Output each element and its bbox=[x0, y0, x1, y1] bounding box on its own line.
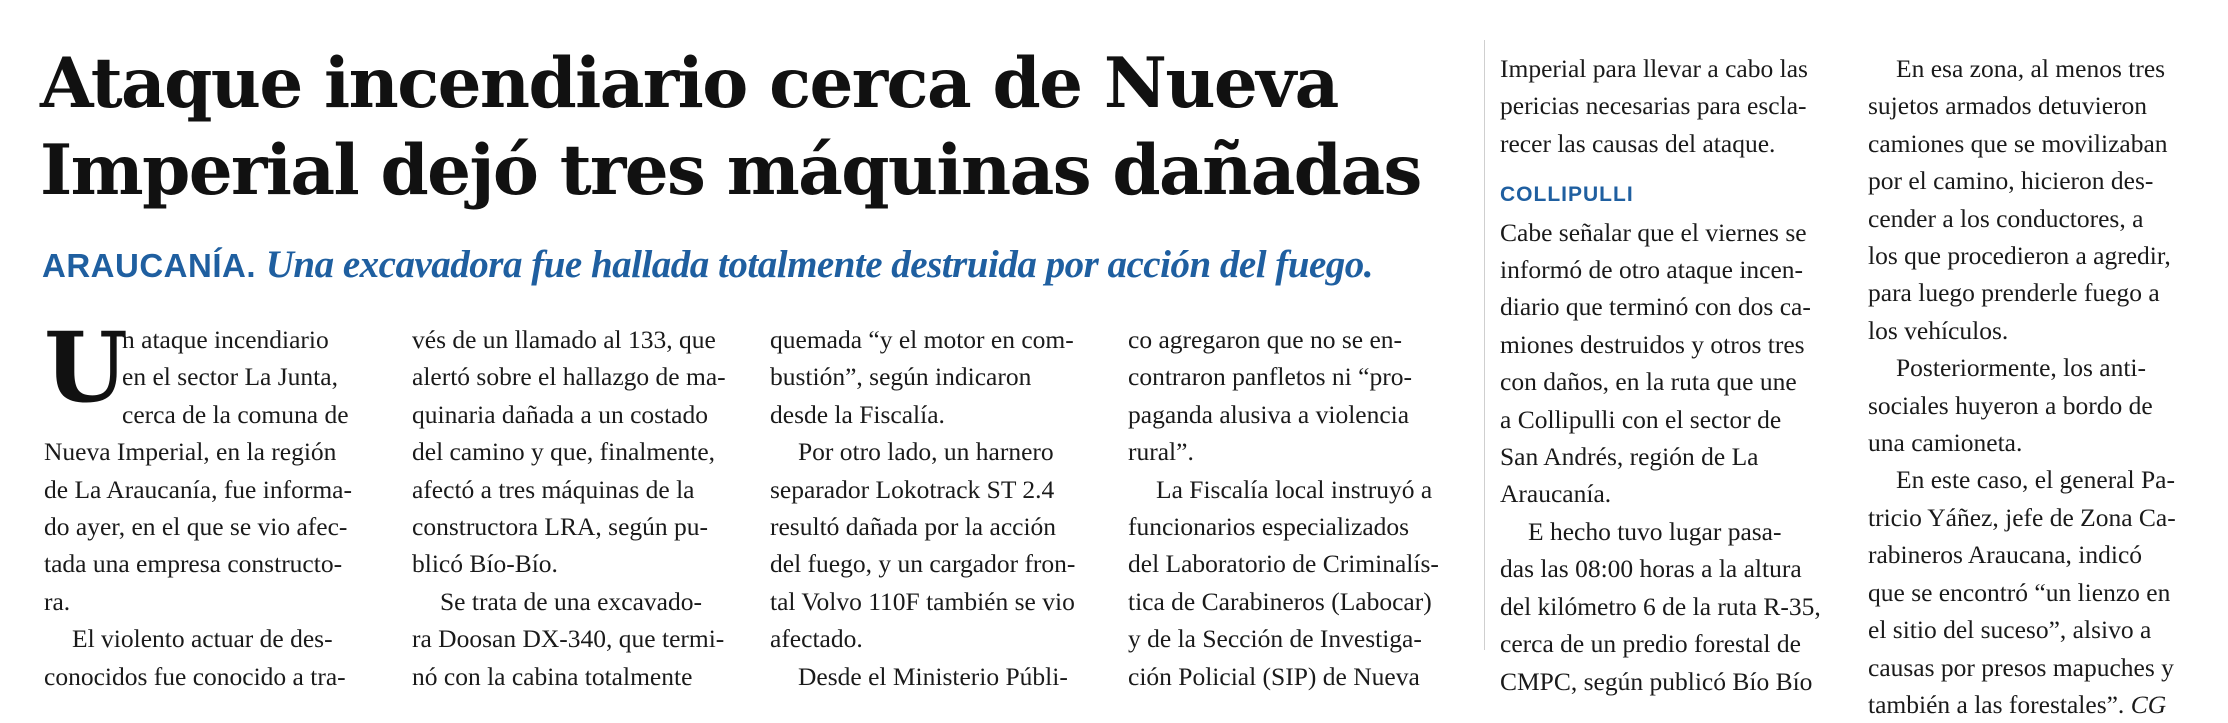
text-line: del kilómetro 6 de la ruta R-35, bbox=[1500, 591, 1821, 621]
text-line: el sitio del suceso”, alsivo a bbox=[1868, 615, 2152, 645]
text-line: afectado. bbox=[770, 624, 863, 654]
drop-cap: U bbox=[44, 311, 128, 424]
headline-line-2: Imperial dejó tres máquinas dañadas bbox=[40, 130, 1421, 211]
text-line: por el camino, hicieron des- bbox=[1868, 166, 2154, 196]
text-line: co agregaron que no se en- bbox=[1128, 325, 1403, 354]
text-line: causas por presos mapuches y bbox=[1868, 652, 2174, 682]
text-line: sociales huyeron a bordo de bbox=[1868, 390, 2153, 420]
text-line: Por otro lado, un harnero bbox=[798, 437, 1054, 467]
text-line: recer las causas del ataque. bbox=[1500, 128, 1776, 158]
text-line: rural”. bbox=[1128, 437, 1194, 467]
text-line: bustión”, según indicaron bbox=[770, 362, 1032, 392]
text-line: do ayer, en el que se vio afec- bbox=[44, 512, 348, 542]
text-line: cerca de la comuna de bbox=[122, 399, 349, 429]
text-line: CMPC, según publicó Bío Bío bbox=[1500, 666, 1813, 696]
text-line: con daños, en la ruta que une bbox=[1500, 367, 1797, 397]
text-line: diario que terminó con dos ca- bbox=[1500, 292, 1811, 322]
text-line: camiones que se movilizaban bbox=[1868, 128, 2168, 158]
text-line: afectó a tres máquinas de la bbox=[412, 474, 695, 504]
kicker-region: ARAUCANÍA. bbox=[42, 247, 256, 284]
headline-line-1: Ataque incendiario cerca de Nueva bbox=[40, 43, 1338, 124]
text-line: En este caso, el general Pa- bbox=[1896, 465, 2175, 495]
text-line: Desde el Ministerio Públi- bbox=[798, 661, 1068, 691]
text-line: de La Araucanía, fue informa- bbox=[44, 474, 352, 504]
text-line: que se encontró “un lienzo en bbox=[1868, 577, 2171, 607]
text-line: El violento actuar de des- bbox=[72, 624, 333, 654]
article-column-1 bbox=[44, 311, 374, 695]
headline bbox=[40, 40, 1460, 214]
text-line-end: también a las forestales”. bbox=[1868, 689, 2125, 719]
text-line: nó con la cabina totalmente bbox=[412, 661, 693, 691]
text-line: ra Doosan DX-340, que termi- bbox=[412, 624, 725, 654]
text-line: para luego prenderle fuego a bbox=[1868, 278, 2160, 308]
text-line: quinaria dañada a un costado bbox=[412, 399, 708, 429]
text-line: Araucanía. bbox=[1500, 479, 1612, 509]
text-line: Imperial para llevar a cabo las bbox=[1500, 54, 1808, 83]
text-line: ra. bbox=[44, 586, 71, 616]
text-line: a Collipulli con el sector de bbox=[1500, 404, 1782, 434]
text-line: funcionarios especializados bbox=[1128, 512, 1410, 542]
text-line: rabineros Araucana, indicó bbox=[1868, 540, 2143, 570]
text-line: del Laboratorio de Criminalís- bbox=[1128, 549, 1439, 579]
text-line: quemada “y el motor en com- bbox=[770, 325, 1074, 354]
text-line: das las 08:00 horas a la altura bbox=[1500, 554, 1802, 584]
text-line: tica de Carabineros (Labocar) bbox=[1128, 586, 1432, 616]
text-line: desde la Fiscalía. bbox=[770, 399, 945, 429]
text-line: los vehículos. bbox=[1868, 315, 2009, 345]
text-line: ción Policial (SIP) de Nueva bbox=[1128, 661, 1420, 691]
text-line: conocidos fue conocido a tra- bbox=[44, 661, 346, 691]
text-line: vés de un llamado al 133, que bbox=[412, 325, 716, 354]
text-line: y de la Sección de Investiga- bbox=[1128, 624, 1422, 654]
article-column-3 bbox=[770, 321, 1100, 695]
text-line: del camino y que, finalmente, bbox=[412, 437, 716, 467]
text-line: paganda alusiva a violencia bbox=[1128, 399, 1410, 429]
text-line: informó de otro ataque incen- bbox=[1500, 255, 1804, 285]
end-mark-icon: CG bbox=[2130, 689, 2167, 719]
text-line: Posteriormente, los anti- bbox=[1896, 353, 2146, 383]
text-line bbox=[1868, 686, 2213, 723]
text-line: San Andrés, región de La bbox=[1500, 442, 1759, 472]
text-line: en el sector La Junta, bbox=[122, 362, 338, 392]
text-line: E hecho tuvo lugar pasa- bbox=[1528, 516, 1782, 546]
article-column-6 bbox=[1868, 50, 2213, 723]
text-line: n ataque incendiario bbox=[122, 325, 329, 354]
text-line: cender a los conductores, a bbox=[1868, 203, 2144, 233]
text-line: blicó Bío-Bío. bbox=[412, 549, 558, 579]
article-column-2 bbox=[412, 321, 742, 695]
text-line: del fuego, y un cargador fron- bbox=[770, 549, 1076, 579]
text-line: tricio Yáñez, jefe de Zona Ca- bbox=[1868, 502, 2176, 532]
section-heading: COLLIPULLI bbox=[1500, 183, 1634, 207]
text-line: En esa zona, al menos tres bbox=[1896, 54, 2166, 83]
text-line: cerca de un predio forestal de bbox=[1500, 629, 1801, 659]
text-line: Cabe señalar que el viernes se bbox=[1500, 217, 1807, 247]
text-line: los que procedieron a agredir, bbox=[1868, 241, 2171, 271]
text-line: miones destruidos y otros tres bbox=[1500, 329, 1805, 359]
text-line: una camioneta. bbox=[1868, 428, 2023, 458]
kicker bbox=[42, 240, 1462, 291]
text-line: Se trata de una excavado- bbox=[440, 586, 702, 616]
text-line: separador Lokotrack ST 2.4 bbox=[770, 474, 1055, 504]
text-line: Nueva Imperial, en la región bbox=[44, 437, 337, 467]
text-line: La Fiscalía local instruyó a bbox=[1156, 474, 1433, 504]
text-line: tada una empresa constructo- bbox=[44, 549, 343, 579]
text-line: tal Volvo 110F también se vio bbox=[770, 586, 1075, 616]
text-line: constructora LRA, según pu- bbox=[412, 512, 709, 542]
article-column-4 bbox=[1128, 321, 1468, 695]
text-line: alertó sobre el hallazgo de ma- bbox=[412, 362, 726, 392]
text-line: sujetos armados detuvieron bbox=[1868, 91, 2148, 121]
article-column-5 bbox=[1500, 50, 1845, 700]
kicker-subtitle: Una excavadora fue hallada totalmente destruida por acción del fuego. bbox=[265, 243, 1374, 286]
text-line: pericias necesarias para escla- bbox=[1500, 91, 1807, 121]
text-line: resultó dañada por la acción bbox=[770, 512, 1057, 542]
column-rule bbox=[1484, 40, 1485, 650]
text-line: contraron panfletos ni “pro- bbox=[1128, 362, 1412, 392]
